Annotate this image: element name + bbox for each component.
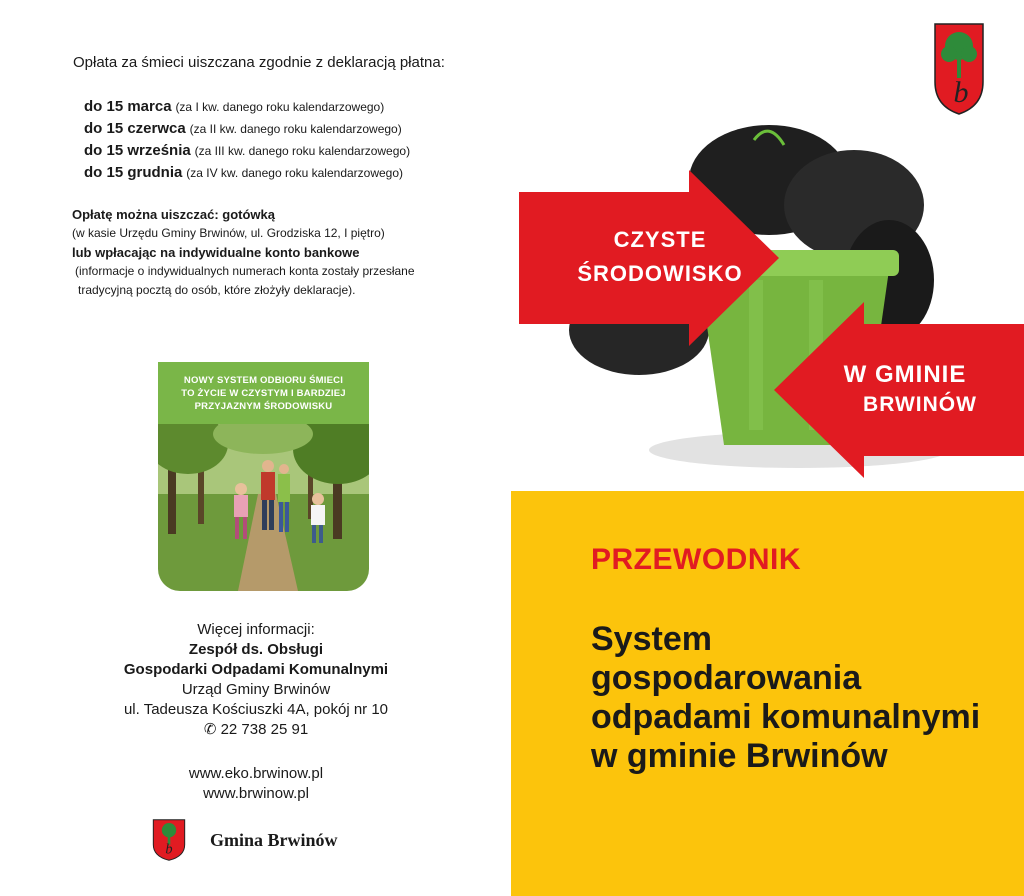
title-line: odpadami komunalnymi [591, 698, 981, 736]
deadline-q1 [84, 96, 384, 117]
title-line: gospodarowania [591, 659, 862, 697]
hero-arrow-2-text [800, 360, 1010, 420]
team-name-1: Zespół ds. Obsługi [188, 641, 324, 658]
hero-line: ŚRODOWISKO [577, 261, 743, 286]
hero-line: BRWINÓW [863, 393, 977, 416]
deadline-note: (za I kw. danego roku kalendarzowego) [175, 100, 385, 114]
transfer-heading: lub wpłacając na indywidualne konto bankowe [72, 245, 360, 260]
office-name: Urząd Gminy Brwinów [181, 681, 331, 698]
website-link[interactable]: www.eko.brwinow.pl [188, 765, 324, 782]
payment-intro: Opłata za śmieci uiszczana zgodnie z deklaracją płatna: [73, 54, 445, 71]
transfer-note-1: (informacje o indywidualnych numerach konta zostały przesłane [75, 264, 415, 278]
title-line: w gminie Brwinów [591, 737, 888, 775]
family-forest-photo [158, 424, 369, 591]
thumbnail-banner [158, 362, 369, 424]
phone-icon: ✆ [203, 721, 217, 738]
hero-illustration [519, 120, 1024, 480]
coat-of-arms-icon [933, 22, 985, 116]
deadline-note: (za III kw. danego roku kalendarzowego) [194, 144, 411, 158]
phone-number: 22 738 25 91 [220, 721, 309, 738]
svg-text:b: b [953, 76, 969, 109]
contact-block [100, 620, 412, 804]
phone-line [100, 720, 412, 740]
methods-heading: Opłatę można uiszczać: gotówką [72, 207, 275, 222]
deadline-q3 [84, 140, 410, 161]
website-link[interactable]: www.brwinow.pl [203, 785, 309, 802]
hero-line: CZYSTE [613, 227, 707, 252]
more-info-label: Więcej informacji: [197, 621, 315, 638]
deadline-date: do 15 marca [84, 98, 172, 115]
transfer-note-2: tradycyjną pocztą do osób, które złożyły deklaracje). [78, 283, 356, 297]
thumbnail-line: TO ŻYCIE W CZYSTYM I BARDZIEJ [181, 387, 346, 399]
hero-line: W GMINIE [843, 361, 967, 388]
title-line: System [591, 620, 712, 658]
team-name-2: Gospodarki Odpadami Komunalnymi [123, 661, 389, 678]
leaflet-thumbnail [158, 362, 369, 591]
svg-text:b: b [165, 841, 173, 858]
cover-label: PRZEWODNIK [591, 543, 801, 576]
deadline-date: do 15 grudnia [84, 164, 183, 181]
office-address: ul. Tadeusza Kościuszki 4A, pokój nr 10 [123, 701, 389, 718]
deadline-q4 [84, 162, 403, 183]
thumbnail-line: NOWY SYSTEM ODBIORU ŚMIECI [183, 374, 344, 386]
deadline-date: do 15 września [84, 142, 191, 159]
deadline-q2 [84, 118, 402, 139]
footer-municipality-name: Gmina Brwinów [210, 830, 338, 850]
deadline-note: (za IV kw. danego roku kalendarzowego) [186, 166, 404, 180]
deadline-note: (za II kw. danego roku kalendarzowego) [189, 122, 402, 136]
deadline-date: do 15 czerwca [84, 120, 186, 137]
cash-note: (w kasie Urzędu Gminy Brwinów, ul. Grodziska 12, I piętro) [72, 226, 385, 240]
hero-arrow-1-text [545, 223, 775, 291]
coat-of-arms-icon [152, 818, 186, 862]
payment-methods [72, 205, 472, 300]
cover-title [591, 620, 1011, 776]
thumbnail-line: PRZYJAZNYM ŚRODOWISKU [194, 400, 333, 412]
